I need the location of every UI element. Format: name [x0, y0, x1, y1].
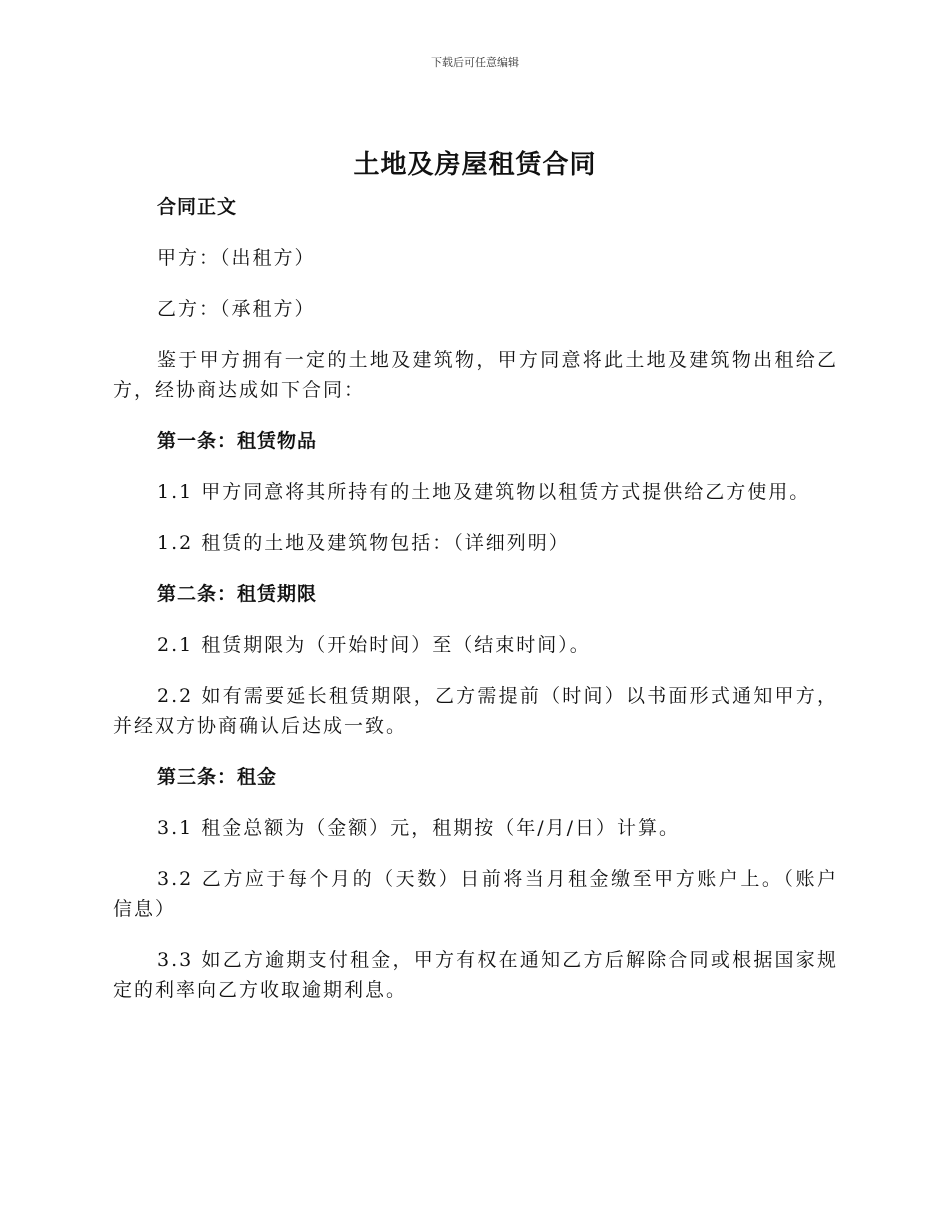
- article-3-heading: 第三条：租金: [157, 766, 278, 788]
- section-heading-contract-body: 合同正文: [157, 196, 238, 218]
- article-2-heading: 第二条：租赁期限: [157, 583, 318, 605]
- document-body: [113, 192, 838, 1026]
- preamble-paragraph: 鉴于甲方拥有一定的土地及建筑物，甲方同意将此土地及建筑物出租给乙方，经协商达成如下合同：: [113, 349, 838, 401]
- header-note: 下载后可任意编辑: [431, 56, 519, 69]
- clause-3-3: 3.3 如乙方逾期支付租金，甲方有权在通知乙方后解除合同或根据国家规定的利率向乙方收取逾期利息。: [113, 949, 838, 1001]
- clause-2-2: 2.2 如有需要延长租赁期限，乙方需提前（时间）以书面形式通知甲方，并经双方协商确认后达成一致。: [113, 685, 838, 737]
- party-a-line: 甲方：（出租方）: [157, 247, 316, 269]
- clause-2-1: 2.1 租赁期限为（开始时间）至（结束时间）。: [157, 634, 591, 656]
- clause-3-2: 3.2 乙方应于每个月的（天数）日前将当月租金缴至甲方账户上。（账户信息）: [113, 868, 838, 920]
- clause-3-1: 3.1 租金总额为（金额）元，租期按（年/月/日）计算。: [157, 817, 681, 839]
- article-1-heading: 第一条：租赁物品: [157, 430, 318, 452]
- party-b-line: 乙方：（承租方）: [157, 298, 316, 320]
- clause-1-2: 1.2 租赁的土地及建筑物包括：（详细列明）: [157, 532, 570, 554]
- clause-1-1: 1.1 甲方同意将其所持有的土地及建筑物以租赁方式提供给乙方使用。: [157, 481, 811, 503]
- document-title: 土地及房屋租赁合同: [353, 150, 597, 180]
